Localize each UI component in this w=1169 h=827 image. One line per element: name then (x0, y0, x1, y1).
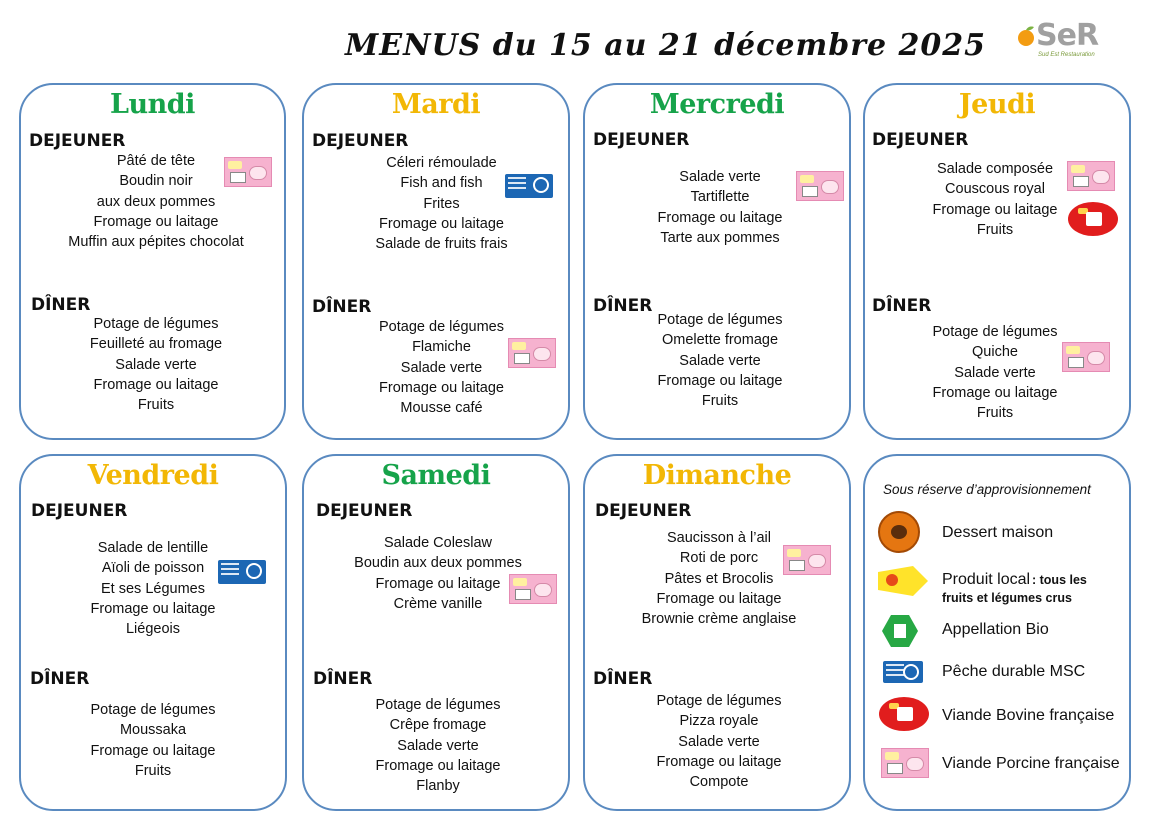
legend-label: Appellation Bio (942, 621, 1049, 638)
menu-item: Fromage ou laitage (93, 376, 219, 393)
menu-item: Salade verte (400, 359, 483, 376)
menu-item: Quiche (972, 344, 1018, 361)
dinner-items (63, 700, 243, 781)
legend-note: : tous les fruits et légumes crus (942, 573, 1087, 605)
menu-item: Fromage ou laitage (656, 753, 782, 770)
menu-item: Pizza royale (679, 713, 759, 730)
pork-icon (224, 157, 272, 187)
pork-icon (509, 574, 557, 604)
menu-item: Fruits (137, 397, 175, 414)
menu-item: Boudin noir (119, 173, 193, 190)
menu-item: Mousse café (400, 400, 483, 417)
lunch-items (625, 528, 813, 629)
menu-item: Fromage ou laitage (379, 379, 504, 396)
ser-logo (1012, 18, 1142, 62)
menu-item: Saucisson à l’ail (667, 530, 771, 546)
lunch-label: DEJEUNER (593, 130, 690, 150)
menu-item: Fruits (976, 221, 1014, 238)
menu-item: Salade composée (936, 161, 1054, 177)
lunch-items (61, 151, 251, 252)
pork-icon (783, 545, 831, 575)
produit-local-icon (878, 566, 928, 596)
logo-text: SeR (1036, 18, 1099, 53)
beef-icon (879, 697, 929, 731)
menu-item: Fromage ou laitage (90, 600, 216, 617)
menu-item: Fruits (976, 405, 1014, 422)
day-title: Mardi (391, 89, 481, 120)
menu-item: Potage de légumes (379, 319, 504, 335)
lunch-items (905, 159, 1085, 240)
menu-item: Flanby (416, 778, 460, 795)
menu-item: Fruits (134, 762, 172, 779)
menu-item: Salade verte (678, 733, 760, 750)
menu-item: Salade de fruits frais (375, 236, 508, 253)
pork-icon (881, 748, 929, 778)
menu-item: Potage de légumes (932, 324, 1058, 340)
menu-item: Omelette fromage (661, 332, 779, 349)
menu-item: Boudin aux deux pommes (354, 555, 522, 572)
bio-icon (882, 615, 918, 647)
dinner-label: DÎNER (31, 295, 91, 315)
menu-item: Feuilleté au fromage (89, 336, 223, 353)
lunch-label: DEJEUNER (31, 501, 128, 521)
lunch-label: DEJEUNER (872, 130, 969, 150)
day-card-mardi (302, 83, 570, 440)
menu-item: Flamiche (412, 339, 471, 356)
dinner-items (625, 310, 815, 411)
dinner-items (344, 695, 532, 796)
dessert-maison-icon (878, 511, 920, 553)
menu-item: Fromage ou laitage (656, 590, 782, 607)
menu-item: Crêpe fromage (389, 717, 487, 734)
menu-item: Potage de légumes (656, 693, 782, 709)
lunch-label: DEJEUNER (29, 131, 126, 151)
lunch-label: DEJEUNER (312, 131, 409, 151)
menu-item: Fromage ou laitage (932, 384, 1058, 401)
menu-item: Potage de légumes (90, 702, 216, 718)
dinner-items (905, 322, 1085, 423)
dinner-items (625, 691, 813, 792)
lunch-items (344, 533, 532, 614)
menu-item: Frites (423, 195, 460, 212)
menu-item: Salade de lentille (97, 540, 209, 556)
menu-item: Fruits (701, 393, 739, 410)
day-card-dimanche (583, 454, 851, 811)
msc-icon (505, 174, 553, 198)
day-card-jeudi (863, 83, 1131, 440)
menu-item: Pâté de tête (116, 153, 196, 169)
dinner-label: DÎNER (313, 669, 373, 689)
menu-item: Salade verte (679, 352, 761, 369)
menu-item: Fromage ou laitage (657, 372, 783, 389)
dinner-label: DÎNER (872, 296, 932, 316)
lunch-label: DEJEUNER (316, 501, 413, 521)
pork-icon (796, 171, 844, 201)
lunch-items (625, 167, 815, 248)
legend-title: Sous réserve d’approvisionnement (883, 482, 1091, 497)
page-title: MENUS du 15 au 21 décembre 2025 (345, 28, 987, 63)
menu-item: Tarte aux pommes (660, 229, 780, 246)
pork-icon (508, 338, 556, 368)
msc-icon (883, 661, 923, 683)
legend-label: Viande Porcine française (942, 755, 1120, 772)
menu-item: Fromage ou laitage (932, 201, 1058, 218)
pork-icon (1067, 161, 1115, 191)
menu-item: aux deux pommes (96, 193, 216, 210)
dinner-items (349, 317, 534, 418)
menu-item: Brownie crème anglaise (641, 611, 797, 628)
day-title: Lundi (110, 89, 195, 120)
dinner-items (61, 314, 251, 415)
dinner-label: DÎNER (312, 297, 372, 317)
pork-icon (1062, 342, 1110, 372)
menu-item: Crème vanille (393, 595, 483, 612)
menu-item: Salade verte (397, 737, 479, 754)
menu-item: Aïoli de poisson (101, 560, 205, 577)
dinner-label: DÎNER (593, 296, 653, 316)
menu-item: Salade verte (954, 364, 1036, 381)
menu-item: Potage de légumes (657, 312, 783, 328)
menu-item: Muffin aux pépites chocolat (68, 234, 244, 251)
legend-card (863, 454, 1131, 811)
day-title: Mercredi (649, 89, 785, 120)
menu-item: Fromage ou laitage (379, 215, 504, 232)
legend-label: Produit local (942, 571, 1031, 588)
legend-label: Viande Bovine française (942, 707, 1115, 724)
menu-item: Salade verte (115, 356, 197, 373)
msc-icon (218, 560, 266, 584)
logo-tagline: Sud Est Restauration (1038, 52, 1095, 58)
day-card-samedi (302, 454, 570, 811)
menu-item: Pâtes et Brocolis (664, 570, 774, 587)
legend-label: Pêche durable MSC (942, 663, 1086, 680)
day-card-vendredi (19, 454, 287, 811)
dinner-label: DÎNER (593, 669, 653, 689)
day-title: Vendredi (87, 460, 219, 491)
menu-item: Liégeois (125, 621, 180, 638)
dinner-label: DÎNER (30, 669, 90, 689)
beef-icon (1068, 202, 1118, 236)
menu-item: Fromage ou laitage (375, 757, 501, 774)
menu-item: Moussaka (119, 722, 187, 739)
menu-item: Salade Coleslaw (383, 535, 492, 551)
menu-item: Roti de porc (679, 550, 759, 567)
menu-item: Fromage ou laitage (657, 209, 783, 226)
menu-item: Fromage ou laitage (90, 742, 216, 759)
lunch-items (63, 538, 243, 639)
day-title: Samedi (381, 460, 491, 491)
menu-item: Céleri rémoulade (386, 155, 497, 171)
menu-item: Tartiflette (690, 189, 750, 206)
menu-item: Potage de légumes (375, 697, 501, 713)
lunch-items (349, 153, 534, 254)
menu-item: Fromage ou laitage (93, 213, 219, 230)
menu-item: Salade verte (679, 169, 761, 185)
legend-label: Dessert maison (942, 524, 1054, 541)
menu-item: Et ses Légumes (101, 580, 205, 597)
menu-item: Compote (689, 774, 749, 791)
day-title: Jeudi (958, 89, 1036, 120)
day-title: Dimanche (642, 460, 792, 491)
menu-item: Potage de légumes (93, 316, 219, 332)
day-card-lundi (19, 83, 286, 440)
menu-item: Fish and fish (400, 175, 483, 192)
day-card-mercredi (583, 83, 851, 440)
lunch-label: DEJEUNER (595, 501, 692, 521)
menu-item: Fromage ou laitage (375, 575, 501, 592)
menu-item: Couscous royal (945, 181, 1045, 198)
